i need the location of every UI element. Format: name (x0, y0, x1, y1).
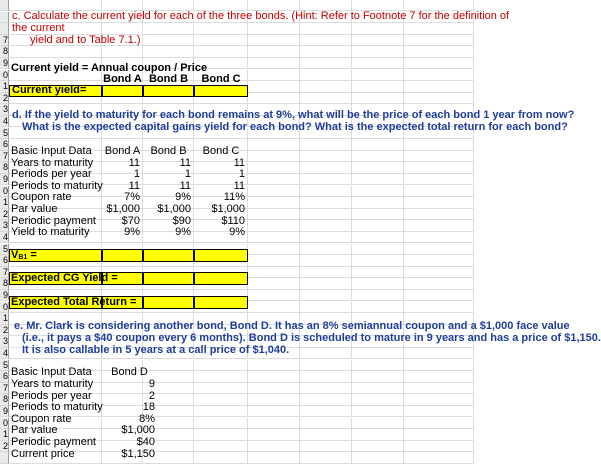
grid-cell[interactable] (248, 23, 300, 34)
grid-cell[interactable] (248, 162, 300, 173)
grid-cell[interactable] (300, 383, 352, 394)
part-e-line1: e. Mr. Clark is considering another bond, Bond D. It has an 8% semiannual coupon and a $1,000 face value (14, 320, 570, 332)
grid-cell[interactable] (300, 70, 352, 81)
bond-d-label: Periods to maturity (11, 401, 103, 414)
row-number[interactable]: 0 (0, 186, 9, 197)
grid-cell[interactable] (352, 220, 404, 231)
current-yield-input-c[interactable] (194, 85, 248, 97)
grid-cell[interactable] (352, 93, 404, 104)
grid-cell[interactable] (300, 35, 352, 46)
row-number[interactable]: 7 (0, 267, 9, 278)
row-number[interactable]: 0 (0, 302, 9, 313)
grid-cell[interactable] (248, 46, 300, 57)
grid-cell[interactable] (404, 429, 474, 440)
grid-cell[interactable] (404, 406, 474, 417)
basic-header-c: Bond C (202, 145, 240, 157)
grid-cell[interactable] (248, 302, 300, 313)
grid-cell[interactable] (102, 46, 143, 57)
grid-cell[interactable] (404, 58, 474, 69)
grid-cell[interactable] (143, 23, 194, 34)
bond-d-label: Periodic payment (11, 436, 96, 448)
basic-input-value[interactable]: 7% (124, 191, 140, 204)
basic-input-value[interactable]: 9% (229, 226, 245, 239)
grid-cell[interactable] (248, 383, 300, 394)
grid-cell[interactable] (352, 360, 404, 371)
grid-cell[interactable] (248, 267, 300, 278)
grid-cell[interactable] (404, 452, 474, 463)
grid-cell[interactable] (352, 81, 404, 92)
grid-cell[interactable] (300, 162, 352, 173)
grid-cell[interactable] (404, 302, 474, 313)
grid-cell[interactable] (352, 267, 404, 278)
grid-cell[interactable] (352, 139, 404, 150)
grid-cell[interactable] (352, 371, 404, 382)
basic-input-value[interactable]: 11 (179, 156, 191, 169)
grid-cell[interactable] (404, 81, 474, 92)
row-number[interactable]: 3 (0, 104, 9, 115)
current-yield-equals: = (80, 84, 87, 96)
grid-cell[interactable] (352, 232, 404, 243)
row-number[interactable]: 1 (0, 429, 9, 440)
row-number[interactable]: 6 (0, 255, 9, 266)
header-bond-b: Bond B (148, 73, 189, 85)
basic-input-label: Periods to maturity (11, 179, 103, 192)
grid-cell[interactable] (300, 348, 352, 359)
grid-cell[interactable] (300, 197, 352, 208)
grid-cell[interactable] (352, 209, 404, 220)
grid-cell[interactable] (352, 244, 404, 255)
grid-cell[interactable] (404, 93, 474, 104)
grid-cell[interactable] (352, 452, 404, 463)
grid-cell[interactable] (404, 232, 474, 243)
row-number[interactable] (0, 23, 9, 34)
grid-cell[interactable] (404, 441, 474, 452)
bond-d-value[interactable]: 18 (142, 401, 155, 414)
grid-cell[interactable] (248, 290, 300, 301)
grid-cell[interactable] (248, 255, 300, 266)
grid-cell[interactable] (404, 371, 474, 382)
grid-cell[interactable] (300, 58, 352, 69)
grid-cell[interactable] (404, 383, 474, 394)
grid-cell[interactable] (352, 418, 404, 429)
grid-cell[interactable] (352, 23, 404, 34)
row-number[interactable]: 2 (0, 209, 9, 220)
basic-input-value[interactable]: $110 (221, 214, 245, 227)
bond-d-value[interactable]: $1,150 (121, 447, 155, 460)
grid-cell[interactable] (248, 93, 300, 104)
part-e-line2: (i.e., it pays a $40 coupon every 6 months). Bond D is scheduled to mature in 9 years and has a price of $1,150. (22, 332, 601, 344)
current-yield-input-a[interactable] (102, 85, 143, 97)
part-e-line3: It is also callable in 5 years at a call price of $1,040. (22, 344, 290, 356)
grid-cell[interactable] (143, 35, 194, 46)
row-number[interactable]: 9 (0, 290, 9, 301)
grid-cell[interactable] (194, 46, 248, 57)
grid-cell[interactable] (300, 93, 352, 104)
expected-cg-input-b[interactable] (143, 272, 194, 285)
grid-cell[interactable] (352, 394, 404, 405)
vb1-label: VB1 = (11, 249, 37, 261)
grid-cell[interactable] (352, 290, 404, 301)
grid-cell[interactable] (300, 232, 352, 243)
grid-cell[interactable] (300, 302, 352, 313)
basic-header-b: Bond B (150, 145, 187, 157)
grid-cell[interactable] (300, 209, 352, 220)
grid-cell[interactable] (404, 418, 474, 429)
grid-cell[interactable] (352, 429, 404, 440)
grid-row (0, 46, 474, 57)
basic-input-value[interactable]: 1 (238, 168, 245, 181)
grid-cell[interactable] (352, 406, 404, 417)
grid-cell[interactable] (404, 174, 474, 185)
grid-cell[interactable] (248, 209, 300, 220)
expected-cg-label: Expected CG Yield = (11, 272, 118, 284)
grid-row (0, 23, 474, 34)
row-number[interactable] (0, 452, 9, 463)
grid-cell[interactable] (194, 452, 248, 463)
grid-cell[interactable] (300, 220, 352, 231)
part-c-line1: c. Calculate the current yield for each of the three bonds. (Hint: Refer to Footnote 7 for the definition of (12, 10, 510, 22)
grid-cell[interactable] (248, 232, 300, 243)
grid-cell[interactable] (404, 244, 474, 255)
part-d-line2: What is the expected capital gains yield for each bond? What is the expected total return for each bond? (22, 121, 568, 133)
row-number[interactable]: 5 (0, 244, 9, 255)
vb1-input-a[interactable] (102, 249, 143, 262)
grid-cell[interactable] (194, 441, 248, 452)
row-number[interactable]: 4 (0, 116, 9, 127)
grid-cell[interactable] (248, 406, 300, 417)
grid-cell[interactable] (352, 197, 404, 208)
grid-cell[interactable] (300, 81, 352, 92)
grid-cell[interactable] (404, 290, 474, 301)
grid-cell[interactable] (352, 162, 404, 173)
grid-cell[interactable] (248, 244, 300, 255)
grid-cell[interactable] (404, 70, 474, 81)
row-number[interactable]: 1 (0, 81, 9, 92)
current-yield-formula: Current yield = Annual coupon / Price (11, 62, 208, 74)
grid-cell[interactable] (248, 452, 300, 463)
grid-cell[interactable] (352, 186, 404, 197)
grid-cell[interactable] (143, 46, 194, 57)
basic-input-value[interactable]: $1,000 (106, 202, 140, 215)
row-number[interactable]: 8 (0, 278, 9, 289)
bond-d-label: Par value (11, 424, 58, 437)
row-number[interactable]: 8 (0, 46, 9, 57)
basic-input-value[interactable]: 11 (233, 179, 245, 192)
bond-d-title: Basic Input Data (11, 366, 92, 378)
grid-cell[interactable] (194, 360, 248, 371)
row-number[interactable]: 0 (0, 70, 9, 81)
grid-cell[interactable] (248, 174, 300, 185)
grid-cell[interactable] (300, 174, 352, 185)
header-bond-c: Bond C (201, 73, 241, 85)
grid-cell[interactable] (300, 360, 352, 371)
grid-cell[interactable] (248, 81, 300, 92)
part-c-line3: yield and to Table 7.1.) (30, 34, 141, 46)
grid-cell[interactable] (248, 441, 300, 452)
grid-cell[interactable] (404, 360, 474, 371)
basic-input-value[interactable]: 9% (175, 191, 191, 204)
grid-cell[interactable] (248, 197, 300, 208)
row-number[interactable]: 1 (0, 313, 9, 324)
bond-d-header: Bond D (111, 366, 148, 378)
basic-input-value[interactable]: $1,000 (211, 202, 245, 215)
grid-cell[interactable] (352, 383, 404, 394)
grid-cell[interactable] (352, 35, 404, 46)
grid-cell[interactable] (300, 452, 352, 463)
bond-d-value[interactable]: 2 (148, 389, 155, 402)
basic-input-value[interactable]: $1,000 (157, 202, 191, 215)
grid-cell[interactable] (352, 46, 404, 57)
basic-input-value[interactable]: 9% (175, 226, 191, 239)
row-number[interactable]: 5 (0, 360, 9, 371)
row-number[interactable]: 4 (0, 348, 9, 359)
grid-cell[interactable] (248, 70, 300, 81)
grid-cell[interactable] (404, 209, 474, 220)
grid-cell[interactable] (194, 23, 248, 34)
basic-input-value[interactable]: 11 (128, 179, 140, 192)
basic-input-label: Periods per year (11, 168, 92, 181)
grid-cell[interactable] (248, 429, 300, 440)
grid-cell[interactable] (352, 151, 404, 162)
row-number[interactable]: 0 (0, 418, 9, 429)
grid-cell[interactable] (300, 244, 352, 255)
grid-cell[interactable] (352, 302, 404, 313)
basic-input-value[interactable]: $90 (172, 214, 191, 227)
vb1-input-c[interactable] (194, 249, 248, 262)
basic-input-title: Basic Input Data (11, 145, 92, 157)
grid-cell[interactable] (404, 23, 474, 34)
basic-input-label: Yield to maturity (11, 226, 90, 239)
grid-cell[interactable] (404, 162, 474, 173)
grid-cell[interactable] (404, 220, 474, 231)
grid-cell[interactable] (248, 220, 300, 231)
row-number[interactable]: 9 (0, 174, 9, 185)
row-number[interactable]: 7 (0, 151, 9, 162)
grid-cell[interactable] (194, 35, 248, 46)
current-yield-label: Current yield (12, 84, 80, 96)
expected-total-label: Expected Total Return = (11, 296, 137, 308)
row-number[interactable]: 8 (0, 162, 9, 173)
grid-cell[interactable] (102, 23, 143, 34)
grid-cell[interactable] (300, 290, 352, 301)
current-yield-input-b[interactable] (143, 85, 194, 97)
basic-input-label: Par value (11, 202, 58, 215)
row-number[interactable]: 2 (0, 441, 9, 452)
grid-cell[interactable] (248, 278, 300, 289)
grid-cell[interactable] (194, 429, 248, 440)
grid-cell[interactable] (248, 35, 300, 46)
expected-cg-input-c[interactable] (194, 272, 248, 285)
grid-cell[interactable] (352, 70, 404, 81)
row-number[interactable]: 8 (0, 394, 9, 405)
grid-cell[interactable] (248, 186, 300, 197)
grid-cell[interactable] (300, 441, 352, 452)
grid-cell[interactable] (352, 278, 404, 289)
row-number[interactable]: 7 (0, 383, 9, 394)
grid-cell[interactable] (300, 267, 352, 278)
grid-cell[interactable] (352, 58, 404, 69)
grid-cell[interactable] (248, 394, 300, 405)
part-c-line2: the current (12, 22, 65, 34)
row-number[interactable]: 3 (0, 220, 9, 231)
grid-cell[interactable] (300, 139, 352, 150)
grid-cell[interactable] (248, 360, 300, 371)
row-number[interactable]: 2 (0, 93, 9, 104)
grid-cell[interactable] (300, 151, 352, 162)
bond-d-value[interactable]: $40 (136, 436, 155, 448)
bond-d-value[interactable]: 8% (139, 412, 155, 425)
grid-cell[interactable] (352, 174, 404, 185)
grid-cell[interactable] (300, 371, 352, 382)
grid-cell[interactable] (300, 418, 352, 429)
grid-cell[interactable] (194, 371, 248, 382)
basic-input-value[interactable]: 11 (128, 156, 140, 169)
grid-cell[interactable] (248, 58, 300, 69)
row-number[interactable]: 3 (0, 336, 9, 347)
grid-cell[interactable] (300, 429, 352, 440)
grid-cell[interactable] (194, 394, 248, 405)
grid-cell[interactable] (404, 278, 474, 289)
grid-cell[interactable] (194, 418, 248, 429)
row-number[interactable]: 1 (0, 197, 9, 208)
row-number[interactable]: 7 (0, 35, 9, 46)
row-number[interactable]: 6 (0, 139, 9, 150)
grid-cell[interactable] (404, 186, 474, 197)
row-number[interactable] (0, 0, 9, 11)
row-number[interactable]: 6 (0, 371, 9, 382)
grid-cell[interactable] (404, 255, 474, 266)
bond-d-label: Periods per year (11, 389, 92, 402)
basic-input-value[interactable]: 11 (179, 179, 191, 192)
grid-cell[interactable] (404, 35, 474, 46)
basic-input-value[interactable]: 1 (184, 168, 191, 181)
bond-d-label: Coupon rate (11, 412, 72, 425)
grid-cell[interactable] (9, 46, 102, 57)
grid-cell[interactable] (352, 441, 404, 452)
grid-cell[interactable] (352, 255, 404, 266)
expected-total-input-b[interactable] (143, 296, 194, 309)
vb1-input-b[interactable] (143, 249, 194, 262)
basic-input-value[interactable]: 9% (124, 226, 140, 239)
grid-cell[interactable] (248, 371, 300, 382)
row-number[interactable]: 5 (0, 128, 9, 139)
grid-cell[interactable] (404, 394, 474, 405)
bond-d-value[interactable]: $1,000 (121, 424, 155, 437)
header-bond-a: Bond A (103, 73, 142, 85)
grid-cell[interactable] (194, 406, 248, 417)
bond-d-label: Years to maturity (11, 378, 94, 390)
grid-cell[interactable] (300, 394, 352, 405)
grid-cell[interactable] (300, 406, 352, 417)
row-number[interactable] (0, 12, 9, 23)
grid-cell[interactable] (300, 23, 352, 34)
grid-cell[interactable] (404, 139, 474, 150)
grid-cell[interactable] (404, 267, 474, 278)
basic-input-label: Years to maturity (11, 156, 94, 169)
basic-input-value[interactable]: 11 (233, 156, 245, 169)
basic-input-label: Periodic payment (11, 214, 96, 227)
row-number[interactable]: 9 (0, 58, 9, 69)
basic-input-value[interactable]: 1 (133, 168, 140, 181)
grid-cell[interactable] (300, 255, 352, 266)
basic-input-value[interactable]: $70 (121, 214, 140, 227)
basic-header-a: Bond A (104, 145, 141, 157)
expected-total-input-c[interactable] (194, 296, 248, 309)
grid-cell[interactable] (300, 278, 352, 289)
grid-cell[interactable] (352, 348, 404, 359)
row-number[interactable]: 9 (0, 406, 9, 417)
grid-cell[interactable] (248, 151, 300, 162)
grid-cell[interactable] (404, 348, 474, 359)
row-number[interactable]: 2 (0, 325, 9, 336)
grid-cell[interactable] (300, 186, 352, 197)
grid-cell[interactable] (248, 139, 300, 150)
basic-input-value[interactable]: 11% (223, 191, 245, 204)
grid-cell[interactable] (300, 46, 352, 57)
grid-cell[interactable] (248, 418, 300, 429)
bond-d-label: Current price (11, 447, 75, 460)
grid-cell[interactable] (404, 46, 474, 57)
bond-d-value[interactable]: 9 (148, 378, 155, 390)
basic-input-label: Coupon rate (11, 191, 72, 204)
row-number[interactable]: 4 (0, 232, 9, 243)
grid-cell[interactable] (194, 383, 248, 394)
part-d-line1: d. If the yield to maturity for each bond remains at 9%, what will be the price of each bond 1 year from now? (12, 109, 575, 121)
grid-cell[interactable] (404, 197, 474, 208)
grid-cell[interactable] (404, 151, 474, 162)
